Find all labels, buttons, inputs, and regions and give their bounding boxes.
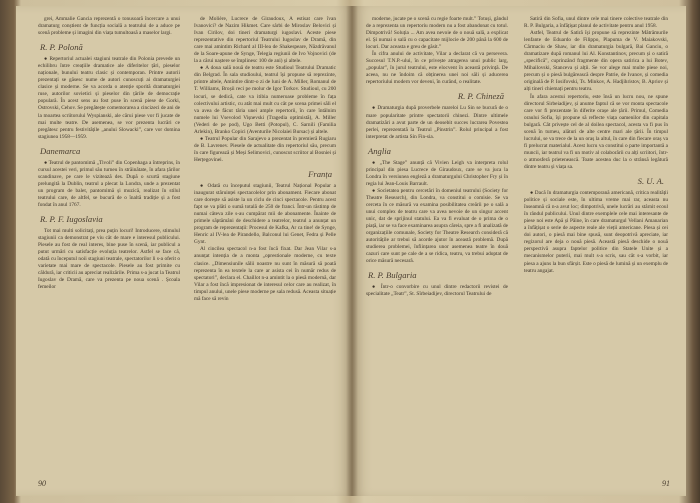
paragraph: ● Societatea pentru cercetări în domeniul teatrului (Society for Theatre Research), din Londra, va constitui o comisie. Se va cerceta în ce măsură va examina posibilitatea creării pe o sală a unui complex de teatru care va avea nevoie de un singur accent unic, dat de sprijinul statului. Ea va fi evaluat de o prima de o piață, iar se va face examinarea asupra căreia, spre a fi analizată de organizațiile comunale, Society for Theatre Research consideră că autoritățile ar trebui să acorde ajutor în această problemă. După studierea problemei, înființarea unor asemenea teatre în două cazuri care sunt pe cale de a se ridica, teatru, va trebui adoptat de orice măsură necesară. bbox=[366, 187, 508, 265]
paragraph: ● Dacă în dramaturgia contemporană americană, critica realității politice și sociale este, în ultima vreme mai rar, aceasta nu înseamnă că n-a avut loc; dimpotrivă, unele lucrări au stârnit ecoul în rândul publicului. Unul dintre exemplele cele mai interesante de piese noi este Apă și Pâine, în care dramaturgul Vellani Amanarian a înfățișat o serie de aspecte reale ale vieții americane. Piesa și cei doi autori, o piesă mai bine spusă, sunt deopotrivă apreciate, iar regizorul are deja o nouă piesă. Această piesă deschide o nouă perspectivă asupra faptelor politice din Statele Unite și a mecanismelor puterii, mai mult s-a scris, sau cât s-a vorbit, iar piesa a ajuns la bun sfârșit. Este o piesă de lumină și un exemplu de teatru angajat. bbox=[524, 190, 668, 274]
section-heading: S. U. A. bbox=[637, 176, 664, 187]
paragraph: ● Dramaturgia după proverbele mareloi Lu Sin se bucură de o mare popularitate printre spectatorii chinezi. Dintre ultimele dramatizări a avut parte de un deosebit succes lucrarea Povestea perlei, reprezentată la Teatrul „Pinstrin”. Rolul principal a fost interpretat de artista Sin Fin-sia. bbox=[366, 105, 508, 140]
paragraph: Al cincilea spectacol n-a fost încă fixat. Dar Jean Vilar s-a anunțat intenția de a monta „oprestionale moderne, cu texte clasice. „Dimensiunile sălii noastre nu sunt în măsură să poată reprezenta în ea textele la care ar asista cei în număr redus de spectatori”, declara el. Chaillot n-a amintit la o piesă modernă, dar Vilar a fost încă impresionat de interesul celor care au realizat, în timpul anului, unele piese moderne pe sala redusă. Aceasta situație mă face să revin bbox=[194, 246, 336, 302]
paragraph: ● Teatrul de pantomimă „Tivoli” din Copenhaga a întreprins, în cursul acestei veri, primul său turneu în străinătate, în afara țărilor scandinave, pe care le vizitează des. După o scurtă stagiune prelungită la Dublin, teatrul a plecat la Londra, unde a prezentat un program de balet, pantomimă și muzică, realizat în stilul teatrului care, de altfel, se bucură de o înaltă tradiție și a fost fondat în anul 1767. bbox=[38, 159, 180, 208]
section-heading: R. P. Chineză bbox=[457, 91, 504, 102]
right-column-2 bbox=[524, 16, 668, 474]
section-heading: R. P. Polonă bbox=[40, 42, 83, 53]
paragraph: ● Teatrul Popular din Sarajevo a prezentat în premieră Rugiaru de B. Lavrenev. Piesele de actualitate din repertoriul său, precum în care figurează și Meși Selimovici, cunoscut scriitor al Bosniei și Herțegovinei. bbox=[194, 135, 336, 163]
right-column-1 bbox=[366, 16, 508, 474]
left-column-2 bbox=[194, 16, 336, 474]
paragraph: ● Într-o convorbire cu unul dintre redactorii revistei de specialitate „Teatr”, St. Sîrbeiadijev, directorul Teatrului de bbox=[366, 284, 508, 298]
paragraph: grei, Ammalie Gancia reprezentă o tonusoară încercare a unui dramaturg conștient de funcția socială a teatrului de a aduce pe scenă probleme și imagini din viața tumultoasă a maselor largi. bbox=[38, 16, 180, 37]
paragraph: Astfel, Teatrul de Satiră își propune să reprezinte Mătrămurile lenfante de Eduardo de Filippo, Plapuma de V. Maiakovski, Cârmaciu de Shaw, iar din dramaturgia bulgară, Bai Ganciu, o dramatizare după romanul lui Al. Konstantinov, precum și o satiră „specifică”, cuprinzând fragmente din opera satirica a lui Botev, Mihailovski, Stanceva și alții. Se vor alege mai multe piese noi, precum și o piesă bulgărească despre Patrie, de Ivanov, și comedia originală de P. Iosifovski, Ts. Minkov, A. Hadjihristov, B. Apriov și alți tineri chiemați pentru teatru. bbox=[524, 30, 668, 93]
section-heading: R. P. Bulgaria bbox=[368, 270, 417, 281]
paragraph: În cifra anului de activitate, Vilar a declarat că va persevera. Succesul T.N.P.-ului, în ce privește atragerea unui public larg, „popular”, în jurul teatrului, este elocvent în această privință. De aceea, nu ne îndoim că obținerea unei noi săli și aducerea repertoriului modern vor deveni, în curând, o realitate. bbox=[366, 51, 508, 86]
paragraph: moderne, jucate pe o scenă cu regie foarte mult.” Totuși, gândul de a reprezenta un repertoriu modern nu a fost abandonat cu totul. Dimpotrivă! Soluția ... Am avea nevoie de o nouă sală, a explicat el. Și numai o sală cu o capacitate mijlocie de 200 până la 600 de locuri. Dar aceasta e greu de găsit.” bbox=[366, 16, 508, 51]
left-page bbox=[16, 6, 352, 496]
paragraph: În afara acestui repertoriu, este însă un lucru nou, ne spune directorul Sirbeiadijev, și anume faptul că se vor monta spectacole care vor fi prezentate în diferite orașe ale țării. Primul, Comedia oraului Sofia, își propune să reflecte viața oamenilor din capitala bulgară. Cât privește cel de al doilea spectacol, acesta va fi pus în scenă în turneu, alături de alte centre mari ale țării. În timpul lucrului, se va trece de la un oraș la altul, în care din fiecare oraș va fi prelucrat materialul. Acest lucru va constitui o parte importantă a muncii, iar teatrul va fi un motiv al colaborării cu alți scriitori, într-o atmosferă prietenească. Toate acestea duc la o strânsă legătură dintre teatru și viața sa. bbox=[524, 93, 668, 170]
section-heading: Franța bbox=[308, 168, 332, 179]
page-number-left: 90 bbox=[38, 479, 46, 488]
paragraph: Satiră din Sofia, unul dintre cele mai tinere colective teatrale din R. P. Bulgaria, a înfățișat planul de activitate pentru anul 1958. bbox=[524, 16, 668, 30]
book-gutter bbox=[346, 6, 358, 496]
paragraph: Tot mai multi solicitați, prea puțin locuri! Introducere, stimulul stagiunii ca demonstrat pe viu cât de mare e interesul publicului. Piesele au fost de real interes, bine puse în scenă, iar publicul a putut urmări cu satisfacție evoluția teatrelor. Astfel se face că, odată cu începutul noii stagiuni teatrale, spectatorilor li s-a oferit o varietate mai mare de spectacole. Piesele au fost primite cu căldură, iar criticii au apreciat realizările. Prima s-a jucat la Teatrul Iugoslav de Dramă, care va prezenta pe noua scenă . Școala femeilor bbox=[38, 228, 180, 291]
paragraph: ● A doua sală nouă de teatru este Studioul Teatrului Dramatic din Belgrad. În sala studioului, teatrul își propune să reprezinte, printre altele, Amintire dintr-o zi de luni de A. Miller, Romanul de T. Williams, Broșii reci pe molur de Igor Torkov. Studioul, cu 200 locuri, se dedică, cate va itibia numeroase probleme în fața colectivului artistic, cu atât mai mult cu cât pe scena primei săli el va avea de făcut tăria unei ample repertorii, în care întâlnim numele lui Vsevolod Vișnevski (Tragedia optimistă), A. Miller (Vederi de pe pod), Ugo Betti (Potopul), C. Sarnili (Familia Arlekin), Branko Copici (Aventurile Nicolaiei Bursac) și altele. bbox=[194, 65, 336, 135]
left-column-1 bbox=[38, 16, 180, 474]
section-heading: R. P. F. Iugoslavia bbox=[40, 214, 103, 225]
paragraph: ● Repertoriul actualei stagiuni teatrale din Polonia prevede un echilibru între creațiile dramatice ale diferitelor țări, pieselor naționale, bunului teatru clasic și contemporan. Printre autorii prezentați se găsesc nume de autori cunoscuți ai dramaturgiei clasice și moderne. Se va acorda o atenție sporită dramaturgiei ruse, autorilor sovietici și pieselor din țările de democrație populară. În acest sens au fost puse în scenă piese de Gorki, Ostrovski, Cehov. Se pregătește comemorarea a cincizeci de ani de la moartea scriitorului Wyspianski, ale cărui piese vor fi jucate de mai multe teatre. De asemenea, se vor prezenta lucrări ce pregătesc pentru festivitățile „anului Slowacki”, care vor domina stagiunea 1958—1959. bbox=[38, 56, 180, 140]
right-page bbox=[352, 6, 686, 496]
paragraph: ● „The Stage” anunță că Vivien Leigh va interpreta rolul principal din piesa Lucrece de Giraudoux, care se va juca la Londra în versiunea engleză a dramaturgului Christopher Fry și în regia lui Jean-Louis Barrault. bbox=[366, 159, 508, 187]
page-number-right: 91 bbox=[662, 479, 670, 488]
section-heading: Danemarca bbox=[40, 145, 81, 156]
section-heading: Anglia bbox=[368, 145, 391, 156]
paragraph: ● Odată cu începutul stagiunii, Teatrul Național Popular a inaugurat stăruinței spectacolelor prin abonament. Fiecare abonat care dorește să asiste la un ciclu de cinci spectacole. Pentru acest fapt se va plăti o sumă totală de 250 de franci. Într-un răstimp de numai câteva zile s-au cumpărat mii de abonamente. Înainte de primele săptămâni de deschidere a teatrelor, teatrul a anunțat un program de reprezentații: Procesul de Kafka, Ar ca tine! de Synge, Henric al IV-lea de Pirandello, Balconul lui Genet, Fedra și Pelle Gynt. bbox=[194, 182, 336, 246]
paragraph: de Molière, Lucrece de Giraudoux, A estisat care îvan Ivanovici? de Nazim Hikmet. Care sârbi de Miroslav Belovici și Ivan Cirilov, doi tineri dramaturgi iugoslavi. Aceste piese reprezentative din repertoriul Teatrului Iugoslav de Dramă, din care mai amintim Richard al III-lea de Shakespeare, Năzdrăvanul de la Soare-apune de Synge, Telegia regiunii de Ivo Vojnovici (de la a cărui naștere se împlinesc 100 de ani) și altele. bbox=[194, 16, 336, 65]
